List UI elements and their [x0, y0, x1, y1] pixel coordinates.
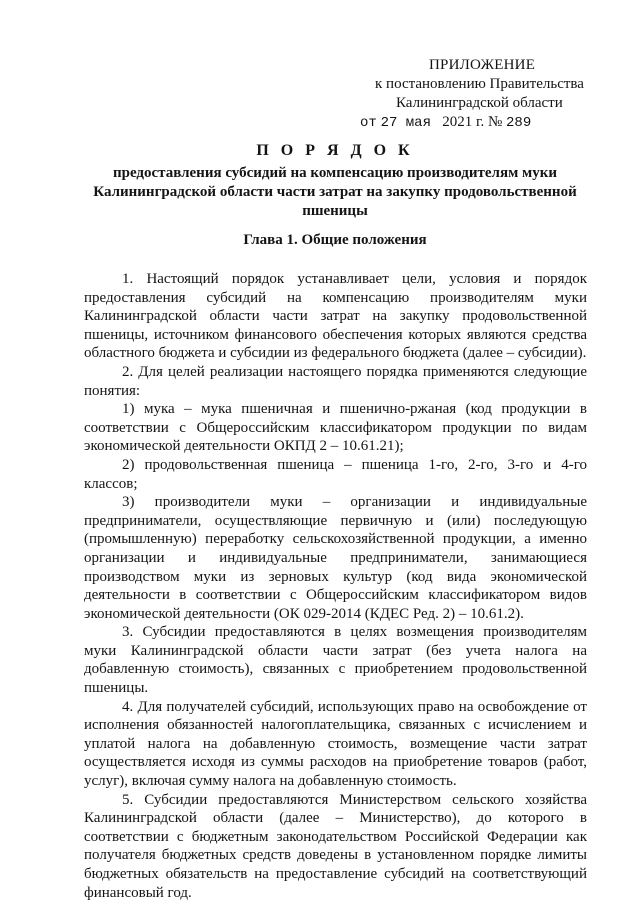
- paragraph: 2. Для целей реализации настоящего порядка применяются следующие понятия:: [84, 363, 587, 399]
- paragraph: 3) производители муки – организации и индивидуальные предприниматели, осуществляющие первичную и (или) последующую (промышленную) переработку сельскохозяйственной продукции, а именно организации и индивидуальные предприниматели, занимающиеся производством муки из зерновых культур (код вида экономической деятельности в соответствии с Общероссийским классификатором видов экономической деятельности (ОК 029-2014 (КДЕС Ред. 2) – 10.61.2).: [84, 494, 587, 622]
- document-body: [84, 270, 587, 902]
- appendix-line-region: Калининградской области: [396, 95, 563, 111]
- appendix-title: ПРИЛОЖЕНИЕ: [429, 57, 536, 73]
- date-value: 27 мая: [380, 115, 431, 131]
- appendix-line-decree: к постановлению Правительства: [375, 76, 584, 92]
- appendix-header: [360, 56, 610, 133]
- document-title: П О Р Я Д О К: [256, 142, 414, 159]
- paragraph: 5. Субсидии предоставляются Министерством сельского хозяйства Калининградской области (далее – Министерство), до которого в соответствии с бюджетным законодательством Российской Федерации как получателя бюджетных средств доведены в установленном порядке лимиты бюджетных обязательств на предоставление субсидий на соответствующий финансовый год.: [84, 791, 587, 901]
- appendix-date-line: [360, 113, 610, 133]
- document-subtitle: предоставления субсидий на компенсацию производителям муки Калининградской области части затрат на закупку продовольственной пшеницы: [93, 165, 577, 219]
- document-title-block: [70, 141, 600, 221]
- paragraph: 3. Субсидии предоставляются в целях возмещения производителям муки Калининградской области части затрат (без учета налога на добавленную стоимость), связанных с приобретением продовольственной пшеницы.: [84, 624, 587, 697]
- decree-number: 289: [506, 115, 532, 131]
- paragraph: 2) продовольственная пшеница – пшеница 1-го, 2-го, 3-го и 4-го классов;: [84, 456, 587, 492]
- chapter-heading: Глава 1. Общие положения: [243, 232, 427, 248]
- date-prefix: от: [360, 115, 377, 131]
- paragraph: 1. Настоящий порядок устанавливает цели, условия и порядок предоставления субсидий на компенсацию производителям муки Калининградской области части затрат на закупку продовольственной пшеницы, источником финансового обеспечения которых являются средства областного бюджета и субсидии из федерального бюджета (далее – субсидии).: [84, 271, 587, 362]
- date-year: 2021 г. №: [442, 114, 503, 130]
- paragraph: 1) мука – мука пшеничная и пшенично-ржаная (код продукции в соответствии с Общероссийским классификатором продукции по видам экономической деятельности ОКПД 2 – 10.61.21);: [84, 401, 587, 455]
- paragraph: 4. Для получателей субсидий, использующих право на освобождение от исполнения обязанностей налогоплательщика, связанных с исчислением и уплатой налога на добавленную стоимость, возмещение части затрат осуществляется исходя из суммы расходов на приобретение товаров (работ, услуг), включая сумму налога на добавленную стоимость.: [84, 698, 587, 790]
